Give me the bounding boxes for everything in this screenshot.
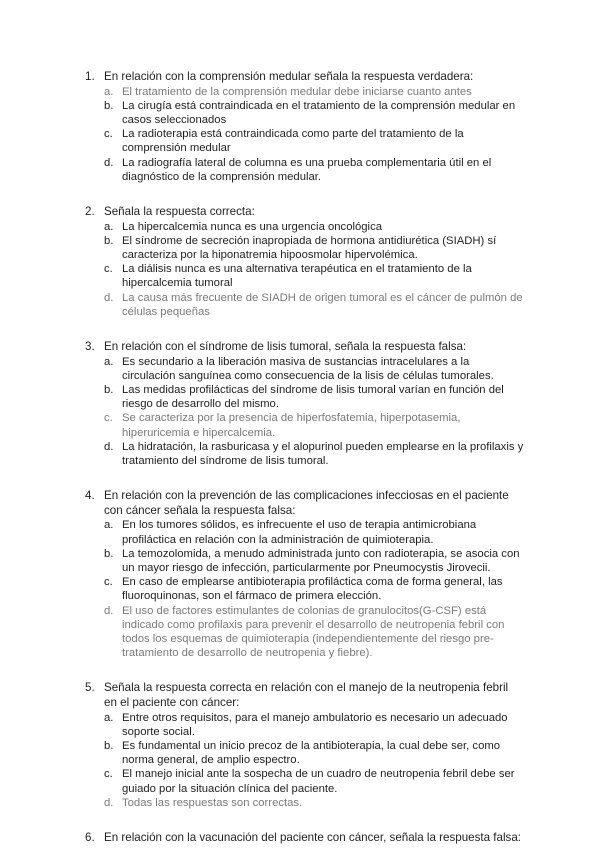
- option-text: Es secundario a la liberación masiva de sustancias intracelulares a la circulación sanguínea como consecuencia de la lisis de células tumorales.: [122, 355, 494, 382]
- option-text: El uso de factores estimulantes de colonias de granulocitos(G-CSF) está indicado como profilaxis para prevenir el desarrollo de neutropenia febril con todos los esquemas de quimioterapia (independientemente del riesgo pre-tratamiento de desarrollo de neutropenia y fiebre).: [122, 604, 505, 660]
- option-text: La radioterapia está contraindicada como parte del tratamiento de la comprensión medular: [122, 128, 464, 155]
- answer-option: [104, 547, 524, 575]
- option-text: Entre otros requisitos, para el manejo ambulatorio es necesario un adecuado soporte social.: [122, 711, 508, 738]
- option-label: d.: [104, 604, 114, 617]
- option-label: a.: [104, 519, 114, 532]
- option-text: Las medidas profilácticas del síndrome de lisis tumoral varían en función del riesgo de desarrollo del mismo.: [122, 384, 504, 411]
- option-label: b.: [104, 99, 114, 112]
- question-text: En relación con la prevención de las complicaciones infecciosas en el paciente con cáncer señala la respuesta falsa:: [104, 489, 509, 517]
- question-text: Señala la respuesta correcta:: [104, 205, 255, 219]
- option-label: c.: [104, 128, 113, 141]
- option-text: La radiografía lateral de columna es una prueba complementaria útil en el diagnóstico de la comprensión medular.: [122, 156, 492, 183]
- option-label: a.: [104, 355, 114, 368]
- option-label: d.: [104, 440, 114, 453]
- option-text: La diálisis nunca es una alternativa terapéutica en el tratamiento de la hipercalcemia tumoral: [122, 263, 472, 290]
- question-item: [85, 831, 524, 846]
- option-label: c.: [104, 576, 113, 589]
- option-text: El manejo inicial ante la sospecha de un cuadro de neutropenia febril debe ser guiado por la situación clínica del paciente.: [122, 768, 515, 795]
- answer-option: [104, 99, 524, 127]
- option-list: [104, 518, 524, 660]
- option-text: La hipercalcemia nunca es una urgencia oncológica: [122, 220, 382, 233]
- answer-option: [104, 767, 524, 795]
- question-text: En relación con la comprensión medular señala la respuesta verdadera:: [104, 70, 474, 83]
- question-item: [85, 205, 524, 319]
- option-text: El síndrome de secreción inapropiada de hormona antidiurética (SIADH) sí caracteriza por la hiponatremia hipoosmolar hipervolémica.: [122, 234, 497, 262]
- option-list: [104, 711, 524, 810]
- option-text: En los tumores sólidos, es infrecuente el uso de terapia antimicrobiana profiláctica en relación con la administración de quimioterapia.: [122, 519, 477, 546]
- option-label: d.: [104, 291, 114, 304]
- option-label: b.: [104, 234, 114, 247]
- option-label: c.: [104, 768, 113, 781]
- question-number: 4.: [85, 489, 95, 503]
- answer-option: [104, 355, 524, 383]
- question-item: [85, 489, 524, 660]
- answer-option: [104, 575, 524, 603]
- question-item: [85, 70, 524, 184]
- question-number: 2.: [85, 205, 95, 219]
- option-text: En caso de emplearse antibioterapia profiláctica coma de forma general, las fluoroquinonas, son el fármaco de primera elección.: [122, 576, 503, 603]
- option-list: [104, 355, 524, 469]
- answer-option: [104, 411, 524, 439]
- answer-option: [104, 604, 524, 661]
- option-text: Es fundamental un inicio precoz de la antibioterapia, la cual debe ser, como norma general, de amplio espectro.: [122, 740, 501, 767]
- option-label: d.: [104, 796, 114, 809]
- question-number: 3.: [85, 340, 95, 354]
- question-text: En relación con la vacunación del paciente con cáncer, señala la respuesta falsa:: [104, 831, 521, 845]
- option-label: b.: [104, 384, 114, 397]
- answer-option: [104, 440, 524, 468]
- answer-option: [104, 518, 524, 546]
- option-label: b.: [104, 740, 114, 753]
- answer-option: [104, 739, 524, 767]
- question-number: 6.: [85, 831, 95, 845]
- question-item: [85, 340, 524, 468]
- option-text: La hidratación, la rasburicasa y el alopurinol pueden emplearse en la profilaxis y tratamiento del síndrome de lisis tumoral.: [122, 440, 524, 468]
- answer-option: [104, 127, 524, 155]
- question-number: 5.: [85, 681, 95, 695]
- option-text: La cirugía está contraindicada en el tratamiento de la comprensión medular en casos seleccionados: [122, 99, 516, 126]
- option-label: a.: [104, 711, 114, 724]
- question-number: 1.: [85, 70, 95, 83]
- option-label: c.: [104, 412, 113, 425]
- question-text: Señala la respuesta correcta en relación con el manejo de la neutropenia febril en el paciente con cáncer:: [104, 681, 509, 710]
- answer-option: [104, 383, 524, 411]
- question-text: En relación con el síndrome de lisis tumoral, señala la respuesta falsa:: [104, 340, 467, 354]
- option-list: [104, 85, 524, 184]
- answer-option: [104, 220, 524, 234]
- option-label: a.: [104, 220, 114, 233]
- answer-option: [104, 234, 524, 262]
- option-text: Se caracteriza por la presencia de hiperfosfatemia, hiperpotasemia, hiperuricemia e hipercalcemia.: [122, 412, 461, 439]
- option-label: a.: [104, 85, 114, 98]
- answer-option: [104, 85, 524, 99]
- answer-option: [104, 711, 524, 739]
- option-label: d.: [104, 156, 114, 169]
- option-label: b.: [104, 547, 114, 560]
- option-text: Todas las respuestas son correctas.: [122, 796, 303, 809]
- option-text: La temozolomida, a menudo administrada junto con radioterapia, se asocia con un mayor riesgo de infección, particularmente por Pneumocystis Jirovecii.: [122, 547, 520, 575]
- answer-option: [104, 156, 524, 184]
- option-text: El tratamiento de la comprensión medular debe iniciarse cuanto antes: [122, 85, 472, 98]
- question-item: [85, 681, 524, 810]
- answer-option: [104, 291, 524, 319]
- option-list: [104, 220, 524, 319]
- option-text: La causa más frecuente de SIADH de origen tumoral es el cáncer de pulmón de células pequeñas: [122, 291, 523, 318]
- question-list: [85, 70, 524, 867]
- answer-option: [104, 262, 524, 290]
- option-label: c.: [104, 263, 113, 276]
- answer-option: [104, 796, 524, 810]
